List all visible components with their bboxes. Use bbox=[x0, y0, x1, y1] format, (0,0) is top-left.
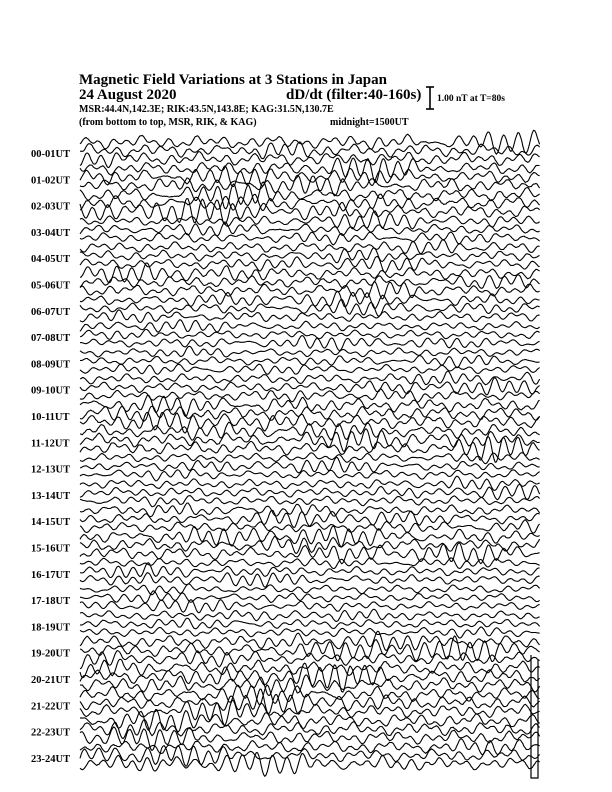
trace-msr bbox=[80, 496, 540, 507]
hour-label: 01-02UT bbox=[31, 175, 71, 187]
trace-rik bbox=[80, 663, 540, 692]
hour-label: 02-03UT bbox=[31, 201, 71, 213]
midnight-note: midnight=1500UT bbox=[330, 117, 409, 128]
hour-label: 06-07UT bbox=[31, 306, 71, 318]
trace-kag bbox=[80, 263, 540, 283]
hour-label: 14-15UT bbox=[31, 517, 71, 529]
hour-label: 05-06UT bbox=[31, 280, 71, 292]
hour-label: 12-13UT bbox=[31, 464, 71, 476]
hour-label: 21-22UT bbox=[31, 701, 71, 713]
trace-kag bbox=[80, 609, 540, 621]
trace-rik bbox=[80, 142, 540, 159]
trace-msr bbox=[80, 175, 540, 196]
trace-kag bbox=[80, 211, 540, 229]
trace-msr bbox=[80, 336, 540, 351]
trace-msr bbox=[80, 600, 540, 613]
chart-quantity: dD/dt (filter:40-160s) bbox=[286, 87, 422, 103]
trace-kag bbox=[80, 371, 540, 385]
trace-msr bbox=[80, 627, 540, 638]
trace-rik bbox=[80, 329, 540, 339]
hour-label: 11-12UT bbox=[31, 438, 70, 450]
trace-rik bbox=[80, 720, 540, 739]
trace-kag bbox=[80, 453, 540, 464]
chart-date: 24 August 2020 bbox=[79, 87, 177, 103]
trace-kag bbox=[80, 320, 540, 332]
trace-rik bbox=[80, 484, 540, 499]
hour-label: 08-09UT bbox=[31, 359, 71, 371]
trace-msr bbox=[80, 573, 540, 587]
trace-kag bbox=[80, 659, 540, 677]
hour-label: 23-24UT bbox=[31, 753, 71, 765]
scale-label: 1.00 nT at T=80s bbox=[437, 94, 505, 104]
trace-rik bbox=[80, 275, 540, 289]
hour-label: 10-11UT bbox=[31, 412, 70, 423]
hour-label: 07-08UT bbox=[31, 333, 71, 345]
stations-info: MSR:44.4N,142.3E; RIK:43.5N,143.8E; KAG:31.5N,130.7E bbox=[79, 104, 334, 115]
trace-rik bbox=[80, 618, 540, 629]
trace-msr bbox=[80, 520, 540, 533]
trace-kag bbox=[80, 476, 540, 490]
trace-kag bbox=[80, 685, 540, 705]
hour-label: 16-17UT bbox=[31, 569, 71, 581]
hour-label: 18-19UT bbox=[31, 622, 71, 634]
hour-label: 22-23UT bbox=[31, 727, 71, 739]
trace-msr bbox=[80, 364, 540, 374]
chart-title: Magnetic Field Variations at 3 Stations in Japan bbox=[79, 72, 387, 88]
trace-msr bbox=[80, 469, 540, 481]
trace-msr bbox=[80, 310, 540, 323]
hour-label: 13-14UT bbox=[31, 490, 71, 502]
trace-kag bbox=[80, 130, 540, 154]
hour-label: 09-10UT bbox=[31, 385, 71, 397]
station-order-note: (from bottom to top, MSR, RIK, & KAG) bbox=[79, 117, 257, 128]
hour-label: 17-18UT bbox=[31, 596, 71, 608]
trace-kag bbox=[80, 503, 540, 517]
hour-label: 19-20UT bbox=[31, 648, 71, 660]
trace-rik bbox=[80, 248, 540, 263]
trace-kag bbox=[80, 240, 540, 254]
trace-kag bbox=[80, 526, 540, 547]
trace-rik bbox=[80, 536, 540, 553]
trace-kag bbox=[80, 631, 540, 650]
trace-kag bbox=[80, 584, 540, 595]
trace-rik bbox=[80, 636, 540, 662]
trace-msr bbox=[80, 232, 540, 245]
hour-label: 20-21UT bbox=[31, 675, 71, 686]
hour-label: 15-16UT bbox=[31, 543, 71, 555]
trace-msr bbox=[80, 412, 540, 433]
hour-label: 00-01UT bbox=[31, 149, 71, 160]
hour-label: 03-04UT bbox=[31, 227, 71, 239]
hour-label: 04-05UT bbox=[31, 254, 71, 266]
